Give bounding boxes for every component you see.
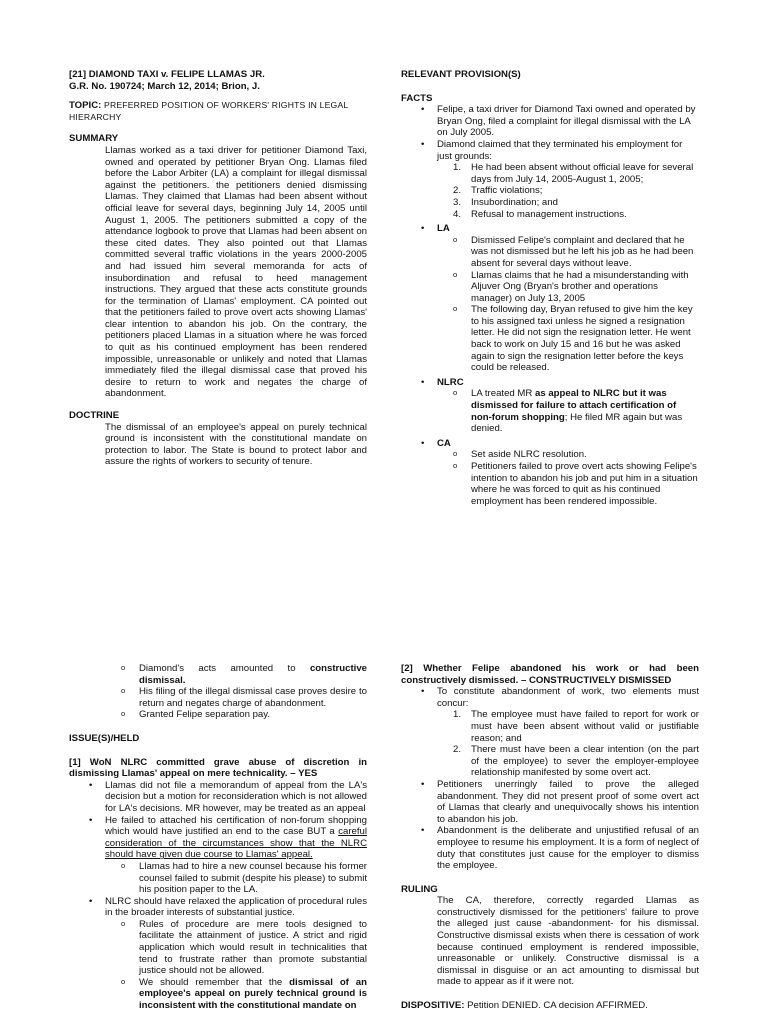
facts-heading: FACTS: [401, 92, 433, 104]
issue1-text-underlined: careful consideration of the circumstances show that the NLRC should have given due course to Llamas' appeal.: [105, 826, 367, 861]
element-text: There must have been a clear intention (on the part of the employee) to sever the employer-employee relationship manifested by some overt act.: [471, 744, 699, 779]
ground-text: Refusal to management instructions.: [471, 208, 627, 220]
dispositive: [401, 1000, 699, 1012]
ca-list: [401, 449, 699, 507]
doctrine-heading: DOCTRINE: [69, 410, 120, 422]
ground-text: Traffic violations;: [471, 185, 543, 197]
issue-2: [2] Whether Felipe abandoned his work or had been constructively dismissed. – CONSTRUCTIVELY DISMISSED: [401, 663, 699, 686]
list-item: 1. He had been absent without official leave for several days from July 14, 2005-August 1, 2005;: [453, 162, 694, 185]
relevant-provisions-heading: RELEVANT PROVISION(S): [401, 69, 521, 80]
issue1-list: [69, 780, 367, 1012]
element-text: The employee must have failed to report for work or must have been absent without valid or justifiable reason; and: [471, 709, 699, 744]
list-item: 1. The employee must have failed to report for work or must have been absent without valid or justifiable reason; and: [453, 709, 699, 744]
summary-text: Llamas worked as a taxi driver for petitioner Diamond Taxi, owned and operated by petitioner Bryan Ong. Llamas filed before the Labor Arbiter (LA) a complaint for illegal dismissal against the petitioners. the petitioners denied dismissing Llamas. They claimed that Llamas had been absent without official leave for several days, beginning July 14, 2005 until August 1, 2005. The petitioners submitted a copy of the attendance logbook to prove that Llamas had been absent on these cited dates. They also pointed out that Llamas committed several traffic violations in the years 2000-2005 and had issued him several memoranda for acts of insubordination and refusal to heed management instructions. They argued that these acts constitute grounds for the termination of Llamas' employment. CA pointed out that the petitioners failed to prove overt acts showing Llamas' clear intention to abandon his job. On the contrary, the petitioners placed Llamas in a situation where he was forced to quit as his continued employment has been rendered impossible, unreasonable or unlikely and noted that Llamas immediately filed the illegal dismissal case that proved his desire to return to work and negates the charge of abandonment.: [105, 144, 367, 400]
list-item: [453, 388, 699, 434]
nlrc-text: LA treated MR: [471, 388, 535, 400]
issue1-sublist: [69, 919, 367, 1012]
list-item: [69, 896, 367, 1012]
case-citation: G.R. No. 190724; March 12, 2014; Brion, J.: [69, 80, 260, 92]
nlrc-text-bold: as appeal to NLRC but it was dismissed for failure to attach certification of non-forum shopping: [471, 388, 677, 423]
list-item: • Felipe, a taxi driver for Diamond Taxi owned and operated by Bryan Ong, filed a complaint for illegal dismissal with the LA on July 2005.: [401, 104, 699, 139]
list-item: [401, 377, 699, 435]
list-item: [401, 438, 699, 508]
list-item: [401, 686, 699, 779]
list-item: [401, 139, 699, 220]
list-item: o Rules of procedure are mere tools designed to facilitate the attainment of justice. A strict and rigid application which would result in technicalities that tend to frustrate rather than promote substantial justice should not be allowed.: [121, 919, 367, 977]
cont-text: Diamond's acts amounted to: [139, 663, 310, 674]
list-item: o Dismissed Felipe's complaint and declared that he was not dismissed but he left his job as he had been absent for several days without leave.: [453, 235, 699, 270]
summary-heading: SUMMARY: [69, 133, 119, 145]
list-item: [121, 977, 367, 1012]
topic-text: PREFERRED POSITION OF WORKERS' RIGHTS IN LEGAL: [104, 100, 349, 111]
list-item: o The following day, Bryan refused to give him the key to his assigned taxi unless he signed a resignation letter. He did not sign the resignation letter. He went back to work on July 15 and 16 but he was asked again to sign the resignation letter before the keys could be released.: [453, 304, 699, 374]
list-item: 4. Refusal to management instructions.: [453, 208, 627, 220]
ca-label: CA: [437, 437, 451, 449]
list-item: o Granted Felipe separation pay.: [121, 709, 367, 721]
list-item: o His filing of the illegal dismissal case proves desire to return and negates charge of abandonment.: [121, 686, 367, 709]
list-item: • Llamas did not file a memorandum of appeal from the LA's decision but a motion for reconsideration which is not allowed for LA's decisions. MR however, may be treated as an appeal: [69, 780, 367, 815]
issues-heading: ISSUE(S)/HELD: [69, 732, 140, 744]
page1-left-column: [69, 69, 367, 468]
nlrc-label: NLRC: [437, 376, 464, 388]
list-item: o Set aside NLRC resolution.: [453, 449, 699, 461]
list-item: • Petitioners unerringly failed to prove the alleged abandonment. They did not present proof of some overt act of Llamas that clearly and unequivocally shows his intention to abandon his job.: [401, 779, 699, 825]
issue1-text: He failed to attached his certification of non-forum shopping which would have justified an end to the case BUT a: [105, 814, 367, 838]
issue2-text: To constitute abandonment of work, two elements must concur:: [437, 686, 699, 709]
ruling-heading: RULING: [401, 883, 438, 895]
doctrine-text: The dismissal of an employee's appeal on purely technical ground is inconsistent with the constitutional mandate on protection to labor. The State is bound to protect labor and assure the rights of workers to security of tenure.: [105, 421, 367, 468]
la-label: LA: [437, 223, 450, 235]
list-item: [69, 815, 367, 896]
la-list: [401, 235, 699, 374]
facts-list: [401, 104, 699, 507]
facts-item-text: Diamond claimed that they terminated his employment for just grounds:: [437, 138, 683, 162]
list-item: o Petitioners failed to prove overt acts showing Felipe's intention to abandon his job and put him in a situation where he was forced to quit as his continued employment has been rendered impossible.: [453, 461, 699, 507]
list-item: 2. There must have been a clear intention (on the part of the employee) to sever the employer-employee relationship manifested by some overt act.: [453, 744, 699, 779]
ground-text: He had been absent without official leave for several days from July 14, 2005-August 1, 2005;: [471, 162, 694, 185]
issue1-text: NLRC should have relaxed the application of procedural rules in the broader interests of substantial justice.: [105, 895, 367, 919]
nlrc-text: ; He filed MR again but was denied.: [471, 411, 683, 435]
page-2: [0, 645, 768, 1024]
elements-list: [401, 709, 699, 779]
page2-left-column: [69, 663, 367, 1012]
list-item: 2. Traffic violations;: [453, 185, 543, 197]
ruling-text: The CA, therefore, correctly regarded Llamas as constructively dismissed for the petitioners' failure to prove the alleged just cause -abandonment- for his dismissal. Constructive dismissal exists when there is cessation of work because continued employment is rendered impossible, unreasonable or unlikely. Constructive dismissal is a dismissal in disguise or an act amounting to dismissal but made to appear as if it were not.: [437, 895, 699, 988]
cont-text-bold: constructive dismissal.: [139, 663, 367, 686]
page2-right-column: [401, 663, 699, 1012]
topic: [69, 100, 367, 112]
ground-text: Insubordination; and: [471, 196, 558, 208]
issue1-text-bold: dismissal of an employee's appeal on purely technical ground is inconsistent with the constitutional mandate on: [139, 976, 368, 1012]
case-title: [21] DIAMOND TAXI v. FELIPE LLAMAS JR.: [69, 69, 265, 80]
dispositive-label: DISPOSITIVE:: [401, 1000, 465, 1012]
grounds-list: [401, 162, 699, 220]
list-item: [121, 663, 367, 686]
issue1-sublist: [69, 861, 367, 896]
dispositive-text: Petition DENIED. CA decision AFFIRMED.: [464, 1000, 648, 1012]
topic-label: TOPIC:: [69, 100, 102, 112]
issue-1: [1] WoN NLRC committed grave abuse of discretion in dismissing Llamas' appeal on mere technicality. – YES: [69, 756, 367, 780]
list-item: [401, 223, 699, 374]
issue1-text: We should remember that the: [139, 976, 290, 988]
issue2-list: [401, 686, 699, 872]
nlrc-list: [401, 388, 699, 434]
topic-text-cont: HIERARCHY: [69, 111, 122, 122]
list-item: 3. Insubordination; and: [453, 196, 558, 208]
list-item: o Llamas claims that he had a misunderstanding with Aljuver Ong (Bryan's brother and operations manager) on July 13, 2005: [453, 270, 699, 305]
list-item: o Llamas had to hire a new counsel because his former counsel failed to submit (despite his please) to submit his position paper to the LA.: [121, 861, 367, 896]
list-item: • Abandonment is the deliberate and unjustified refusal of an employee to resume his employment. It is a form of neglect of duty that constitutes just cause for the employer to dismiss the employee.: [401, 825, 699, 871]
ca-continued-list: [69, 663, 367, 721]
page1-right-column: [401, 69, 699, 507]
